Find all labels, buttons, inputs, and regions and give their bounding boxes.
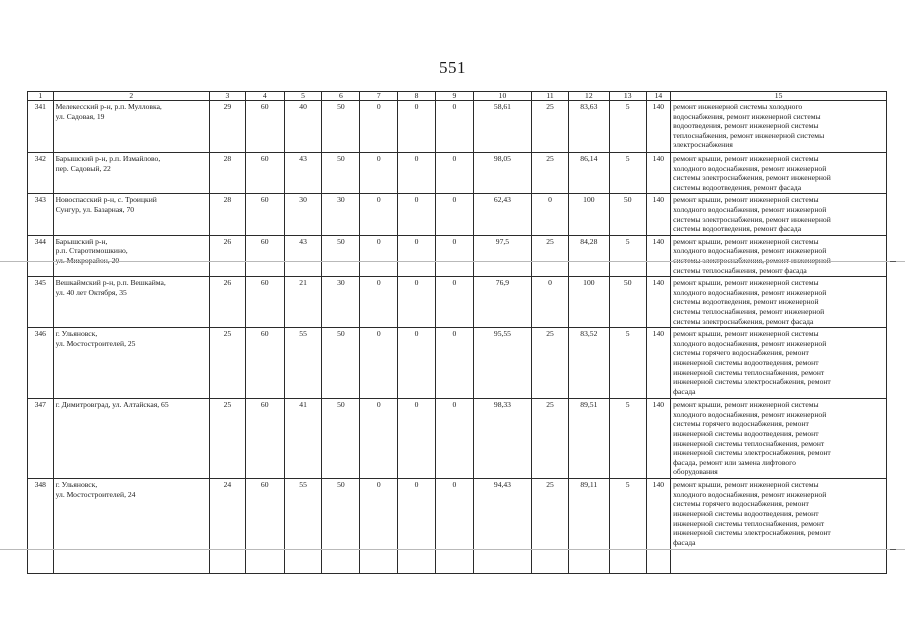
value-cell: 55	[284, 328, 322, 399]
value-cell: 5	[609, 235, 646, 276]
value-cell: 0	[360, 194, 398, 235]
work-line: электроснабжения	[673, 140, 733, 150]
value-cell: 50	[322, 479, 360, 574]
value-cell: 0	[398, 101, 436, 153]
work-line: инженерной системы водоотведения, ремонт	[673, 508, 819, 518]
value-cell: 0	[360, 277, 398, 328]
value-cell: 0	[398, 328, 436, 399]
scan-artifact-line	[0, 549, 905, 550]
work-line: холодного водоснабжения, ремонт инженерной	[673, 287, 827, 297]
work-types-cell	[671, 101, 887, 153]
work-line: системы горячего водоснабжения, ремонт	[673, 499, 809, 509]
value-cell: 84,28	[568, 235, 609, 276]
value-cell: 98,33	[473, 399, 531, 479]
work-line: ремонт инженерной системы холодного	[673, 102, 803, 111]
work-line: системы водоотведения, ремонт фасада	[673, 224, 802, 234]
work-types-cell	[671, 399, 887, 479]
value-cell: 76,9	[473, 277, 531, 328]
address-line: г. Димитровград, ул. Алтайская, 65	[55, 400, 169, 410]
value-cell: 100	[568, 194, 609, 235]
address-line: ул. Микрорайон, 20	[55, 255, 120, 265]
column-number-8: 8	[398, 92, 436, 101]
address-line: Сунгур, ул. Базарная, 70	[55, 204, 135, 214]
work-line: фасада	[673, 386, 696, 396]
work-line: системы горячего водоснабжения, ремонт	[673, 348, 809, 358]
value-cell: 21	[284, 277, 322, 328]
address-line: ул. 40 лет Октября, 35	[55, 287, 127, 297]
work-line: ремонт крыши, ремонт инженерной системы	[673, 195, 819, 205]
address-cell	[53, 328, 209, 399]
value-cell: 0	[435, 194, 473, 235]
work-line: инженерной системы теплоснабжения, ремонт	[673, 438, 825, 448]
address-line: ул. Садовая, 19	[55, 111, 105, 121]
work-types-cell	[671, 328, 887, 399]
work-types-cell	[671, 153, 887, 194]
column-number-6: 6	[322, 92, 360, 101]
column-number-10: 10	[473, 92, 531, 101]
address-line: г. Ульяновск,	[55, 329, 98, 339]
value-cell: 0	[435, 479, 473, 574]
value-cell: 50	[609, 194, 646, 235]
scan-artifact-tick	[890, 549, 896, 550]
value-cell: 86,14	[568, 153, 609, 194]
work-line: ремонт крыши, ремонт инженерной системы	[673, 329, 819, 339]
table-header-row	[28, 92, 887, 101]
value-cell: 95,55	[473, 328, 531, 399]
column-number-13: 13	[609, 92, 646, 101]
value-cell: 0	[435, 235, 473, 276]
value-cell: 25	[532, 328, 569, 399]
value-cell: 5	[609, 328, 646, 399]
work-types-cell	[671, 277, 887, 328]
row-number-cell: 347	[28, 399, 54, 479]
value-cell: 25	[210, 399, 246, 479]
value-cell: 55	[284, 479, 322, 574]
value-cell: 0	[398, 277, 436, 328]
value-cell: 60	[245, 101, 284, 153]
scan-artifact-tick	[890, 261, 896, 262]
value-cell: 62,43	[473, 194, 531, 235]
work-line: ремонт крыши, ремонт инженерной системы	[673, 400, 819, 410]
address-line: Новоспасский р-н, с. Троицкий	[55, 195, 157, 205]
column-number-12: 12	[568, 92, 609, 101]
value-cell: 43	[284, 153, 322, 194]
value-cell: 98,05	[473, 153, 531, 194]
address-line: Барышский р-н, р.п. Измайлово,	[55, 154, 161, 163]
value-cell: 140	[646, 235, 671, 276]
column-number-15: 15	[671, 92, 887, 101]
value-cell: 60	[245, 277, 284, 328]
value-cell: 24	[210, 479, 246, 574]
value-cell: 60	[245, 328, 284, 399]
value-cell: 60	[245, 153, 284, 194]
work-line: инженерной системы теплоснабжения, ремонт	[673, 367, 825, 377]
value-cell: 40	[284, 101, 322, 153]
address-cell	[53, 399, 209, 479]
address-line: Вешкаймский р-н, р.п. Вешкайма,	[55, 278, 166, 288]
value-cell: 0	[360, 235, 398, 276]
value-cell: 0	[360, 153, 398, 194]
work-line: инженерной системы электроснабжения, ремонт	[673, 448, 831, 458]
value-cell: 26	[210, 277, 246, 328]
address-line: ул. Мостостроителей, 25	[55, 338, 136, 348]
table-row	[28, 235, 887, 276]
value-cell: 25	[210, 328, 246, 399]
work-types-cell	[671, 235, 887, 276]
table-row	[28, 153, 887, 194]
value-cell: 25	[532, 479, 569, 574]
work-line: системы горячего водоснабжения, ремонт	[673, 419, 809, 429]
table-row	[28, 101, 887, 153]
work-line: холодного водоснабжения, ремонт инженерной	[673, 204, 827, 214]
value-cell: 89,11	[568, 479, 609, 574]
work-line: инженерной системы теплоснабжения, ремонт	[673, 518, 825, 528]
value-cell: 60	[245, 399, 284, 479]
value-cell: 5	[609, 399, 646, 479]
column-number-11: 11	[532, 92, 569, 101]
work-line: фасада, ремонт или замена лифтового	[673, 457, 796, 467]
work-types-cell	[671, 479, 887, 574]
value-cell: 83,63	[568, 101, 609, 153]
value-cell: 89,51	[568, 399, 609, 479]
row-number-cell: 341	[28, 101, 54, 153]
address-line: пер. Садовый, 22	[55, 163, 111, 173]
work-line: системы электроснабжения, ремонт инженерной	[673, 255, 831, 265]
value-cell: 97,5	[473, 235, 531, 276]
value-cell: 58,61	[473, 101, 531, 153]
value-cell: 29	[210, 101, 246, 153]
work-line: инженерной системы электроснабжения, ремонт	[673, 528, 831, 538]
value-cell: 25	[532, 153, 569, 194]
value-cell: 0	[360, 328, 398, 399]
address-cell	[53, 479, 209, 574]
work-line: инженерной системы водоотведения, ремонт	[673, 428, 819, 438]
value-cell: 0	[360, 399, 398, 479]
value-cell: 25	[532, 399, 569, 479]
work-line: водоснабжения, ремонт инженерной системы	[673, 111, 821, 121]
value-cell: 0	[435, 399, 473, 479]
address-cell	[53, 277, 209, 328]
value-cell: 0	[398, 235, 436, 276]
value-cell: 5	[609, 479, 646, 574]
work-line: теплоснабжения, ремонт инженерной системы	[673, 130, 825, 140]
work-line: холодного водоснабжения, ремонт инженерной	[673, 163, 827, 173]
scan-artifact-line	[0, 261, 905, 262]
work-line: ремонт крыши, ремонт инженерной системы	[673, 236, 819, 246]
value-cell: 30	[322, 194, 360, 235]
work-line: холодного водоснабжения, ремонт инженерной	[673, 409, 827, 419]
work-line: ремонт крыши, ремонт инженерной системы	[673, 480, 819, 490]
value-cell: 50	[322, 328, 360, 399]
value-cell: 28	[210, 153, 246, 194]
value-cell: 60	[245, 479, 284, 574]
value-cell: 0	[398, 194, 436, 235]
work-line: ремонт крыши, ремонт инженерной системы	[673, 278, 819, 288]
value-cell: 140	[646, 194, 671, 235]
address-line: р.п. Старотимошкино,	[55, 246, 128, 256]
address-cell	[53, 101, 209, 153]
value-cell: 60	[245, 235, 284, 276]
address-cell	[53, 235, 209, 276]
value-cell: 140	[646, 277, 671, 328]
work-line: системы водоотведения, ремонт инженерной	[673, 297, 819, 307]
address-line: Мелекесский р-н, р.п. Мулловка,	[55, 102, 162, 111]
value-cell: 50	[322, 235, 360, 276]
value-cell: 140	[646, 399, 671, 479]
value-cell: 0	[532, 277, 569, 328]
work-line: водоотведения, ремонт инженерной системы	[673, 121, 819, 131]
column-number-3: 3	[210, 92, 246, 101]
value-cell: 28	[210, 194, 246, 235]
value-cell: 94,43	[473, 479, 531, 574]
value-cell: 41	[284, 399, 322, 479]
value-cell: 0	[435, 101, 473, 153]
column-number-5: 5	[284, 92, 322, 101]
value-cell: 0	[360, 479, 398, 574]
work-types-cell	[671, 194, 887, 235]
row-number-cell: 342	[28, 153, 54, 194]
row-number-cell: 343	[28, 194, 54, 235]
value-cell: 140	[646, 479, 671, 574]
value-cell: 50	[609, 277, 646, 328]
value-cell: 140	[646, 101, 671, 153]
value-cell: 0	[435, 277, 473, 328]
value-cell: 5	[609, 101, 646, 153]
value-cell: 43	[284, 235, 322, 276]
column-number-2: 2	[53, 92, 209, 101]
value-cell: 60	[245, 194, 284, 235]
work-line: системы теплоснабжения, ремонт фасада	[673, 265, 807, 275]
address-line: Барышский р-н,	[55, 236, 108, 246]
work-line: фасада	[673, 537, 696, 547]
value-cell: 83,52	[568, 328, 609, 399]
value-cell: 0	[435, 328, 473, 399]
value-cell: 0	[435, 153, 473, 194]
row-number-cell: 346	[28, 328, 54, 399]
work-line: системы электроснабжения, ремонт инженерной	[673, 173, 831, 183]
value-cell: 30	[322, 277, 360, 328]
work-line: холодного водоснабжения, ремонт инженерной	[673, 338, 827, 348]
value-cell: 50	[322, 399, 360, 479]
table-row	[28, 194, 887, 235]
work-line: системы водоотведения, ремонт фасада	[673, 182, 802, 192]
row-number-cell: 348	[28, 479, 54, 574]
table-row	[28, 328, 887, 399]
page-number: 551	[439, 58, 466, 77]
column-number-7: 7	[360, 92, 398, 101]
value-cell: 140	[646, 328, 671, 399]
work-line: системы электроснабжения, ремонт фасада	[673, 316, 814, 326]
value-cell: 0	[398, 399, 436, 479]
register-table	[27, 91, 887, 574]
address-cell	[53, 153, 209, 194]
value-cell: 50	[322, 101, 360, 153]
address-line: г. Ульяновск,	[55, 480, 98, 490]
value-cell: 0	[532, 194, 569, 235]
row-number-cell: 345	[28, 277, 54, 328]
column-number-4: 4	[245, 92, 284, 101]
work-line: ремонт крыши, ремонт инженерной системы	[673, 154, 819, 163]
column-number-1: 1	[28, 92, 54, 101]
value-cell: 5	[609, 153, 646, 194]
work-line: оборудования	[673, 467, 718, 477]
address-line: ул. Мостостроителей, 24	[55, 489, 136, 499]
value-cell: 26	[210, 235, 246, 276]
value-cell: 25	[532, 101, 569, 153]
value-cell: 50	[322, 153, 360, 194]
address-cell	[53, 194, 209, 235]
value-cell: 140	[646, 153, 671, 194]
table-row	[28, 399, 887, 479]
value-cell: 0	[398, 479, 436, 574]
column-number-14: 14	[646, 92, 671, 101]
work-line: инженерной системы водоотведения, ремонт	[673, 357, 819, 367]
table-row	[28, 479, 887, 574]
value-cell: 0	[398, 153, 436, 194]
work-line: системы теплоснабжения, ремонт инженерной	[673, 306, 825, 316]
row-number-cell: 344	[28, 235, 54, 276]
column-number-9: 9	[435, 92, 473, 101]
work-line: холодного водоснабжения, ремонт инженерной	[673, 246, 827, 256]
value-cell: 30	[284, 194, 322, 235]
table-row	[28, 277, 887, 328]
work-line: системы электроснабжения, ремонт инженерной	[673, 214, 831, 224]
work-line: холодного водоснабжения, ремонт инженерной	[673, 489, 827, 499]
value-cell: 25	[532, 235, 569, 276]
value-cell: 100	[568, 277, 609, 328]
work-line: инженерной системы электроснабжения, ремонт	[673, 377, 831, 387]
value-cell: 0	[360, 101, 398, 153]
